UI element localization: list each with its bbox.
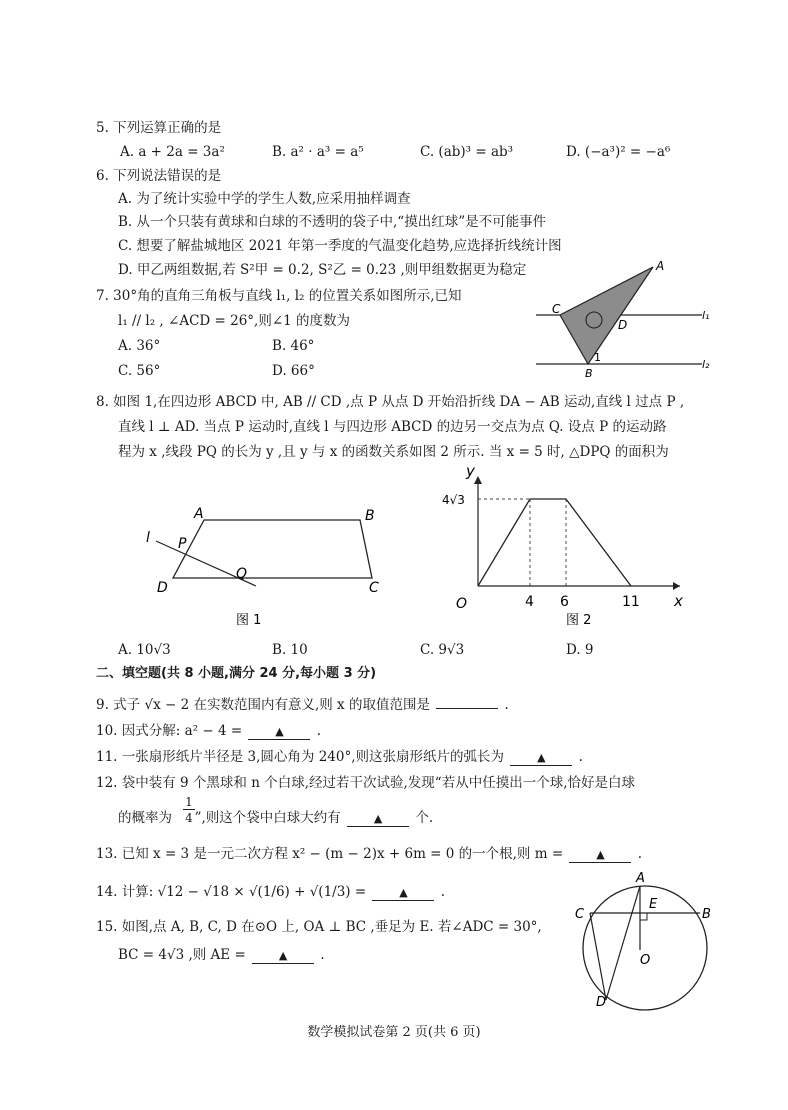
label-d: D (157, 580, 168, 596)
q6-stem: 6. 下列说法错误的是 (96, 168, 222, 184)
origin-label: O (456, 596, 468, 612)
q9-text: 9. 式子 √x − 2 在实数范围内有意义,则 x 的取值范围是 (96, 697, 430, 713)
q13-answer-blank[interactable] (569, 847, 631, 863)
y-axis-arrow (474, 476, 482, 484)
q11-text: 11. 一张扇形纸片半径是 3,圆心角为 240°,则这张扇形纸片的弧长为 (96, 749, 505, 765)
q7-option-b: B. 46° (272, 338, 315, 354)
tick-6: 6 (560, 594, 569, 610)
label-a: A (636, 871, 645, 886)
label-l1: l₁ (702, 309, 710, 322)
figure-2-caption: 图 2 (566, 613, 592, 628)
q6-option-a: A. 为了统计实验中学的学生人数,应采用抽样调查 (118, 191, 411, 207)
q5-stem: 5. 下列运算正确的是 (96, 120, 222, 136)
q12-fraction-denominator: 4 (185, 811, 193, 825)
q7-stem-line2: l₁ // l₂ , ∠ACD = 26°,则∠1 的度数为 (118, 313, 351, 329)
page-footer: 数学模拟试卷第 2 页(共 6 页) (307, 1025, 481, 1040)
quadrilateral-abcd (173, 520, 372, 578)
label-d: D (618, 318, 628, 332)
answer-marker: ▲ (373, 812, 383, 825)
q6-option-b: B. 从一个只装有黄球和白球的不透明的袋子中,“摸出红球”是不可能事件 (118, 214, 547, 230)
q8-line3: 程为 x ,线段 PQ 的长为 y ,且 y 与 x 的函数关系如图 2 所示. 当 x = 5 时, △DPQ 的面积为 (118, 444, 669, 460)
q11: 11. 一张扇形纸片半径是 3,圆心角为 240°,则这张扇形纸片的弧长为 ▲ . (96, 749, 583, 765)
answer-marker: ▲ (399, 886, 408, 899)
chord-cd (590, 913, 606, 1000)
label-p: P (178, 536, 187, 552)
x-axis-arrow (673, 582, 680, 590)
q12-line1: 12. 袋中装有 9 个黑球和 n 个白球,经过若干次试验,发现“若从中任摸出一个球,恰好是白球 (96, 775, 635, 791)
label-b: B (702, 907, 711, 922)
q14: 14. 计算: √12 − √18 × √(1/6) + √(1/3) = ▲ . (96, 884, 446, 900)
label-a: A (194, 506, 204, 522)
label-c: C (552, 302, 561, 316)
q9-answer-blank[interactable] (436, 708, 498, 709)
q5-option-b: B. a² · a³ = a⁵ (272, 144, 364, 160)
q8-figure-1 (140, 500, 400, 630)
q9: 9. 式子 √x − 2 在实数范围内有意义,则 x 的取值范围是 . (96, 697, 509, 713)
label-c: C (369, 580, 379, 596)
label-b: B (365, 508, 375, 524)
label-a: A (656, 259, 665, 273)
q5-option-d: D. (−a³)² = −a⁶ (566, 144, 671, 160)
q13-text: 13. 已知 x = 3 是一元二次方程 x² − (m − 2)x + 6m = 0 的一个根,则 m = (96, 846, 564, 862)
q5-option-a: A. a + 2a = 3a² (120, 144, 225, 160)
circle-o (583, 886, 707, 1010)
q11-answer-blank[interactable] (510, 750, 572, 766)
figure-1-caption: 图 1 (236, 613, 262, 628)
q10: 10. 因式分解: a² − 4 = ▲ . (96, 723, 322, 739)
label-e: E (649, 897, 658, 912)
q13: 13. 已知 x = 3 是一元二次方程 x² − (m − 2)x + 6m = 0 的一个根,则 m = ▲ . (96, 846, 643, 862)
q8-option-b: B. 10 (272, 642, 308, 658)
tick-4: 4 (525, 594, 534, 610)
q10-text: 10. 因式分解: a² − 4 = (96, 723, 243, 739)
q12-answer-blank[interactable] (347, 811, 409, 827)
q8-line1: 8. 如图 1,在四边形 ABCD 中, AB // CD ,点 P 从点 D 开始沿折线 DA − AB 运动,直线 l 过点 P , (96, 394, 685, 410)
y-label: y (466, 462, 475, 480)
q7-stem-line1: 7. 30°角的直角三角板与直线 l₁, l₂ 的位置关系如图所示,已知 (96, 288, 462, 304)
q12-line2: 的概率为 ”,则这个袋中白球大约有 ▲ 个. (118, 810, 434, 826)
q6-option-c: C. 想要了解盐城地区 2021 年第一季度的气温变化趋势,应选择折线统计图 (118, 238, 562, 254)
chord-da (606, 886, 640, 1000)
q5-option-c: C. (ab)³ = ab³ (420, 144, 514, 160)
q14-answer-blank[interactable] (372, 885, 434, 901)
q7-option-c: C. 56° (118, 363, 161, 379)
tick-11: 11 (622, 594, 640, 610)
label-o: O (640, 953, 651, 968)
function-graph (478, 499, 631, 586)
section-2-heading: 二、填空题(共 8 小题,满分 24 分,每小题 3 分) (96, 666, 377, 681)
q14-text: 14. 计算: √12 − √18 × √(1/6) + √(1/3) = (96, 884, 367, 900)
label-q: Q (236, 566, 248, 582)
q6-option-d: D. 甲乙两组数据,若 S²甲 = 0.2, S²乙 = 0.23 ,则甲组数据更为稳定 (118, 262, 527, 278)
q7-option-d: D. 66° (272, 363, 315, 379)
label-l2: l₂ (702, 358, 710, 371)
answer-marker: ▲ (537, 751, 546, 764)
q15-circle-figure (570, 868, 720, 1013)
q8-option-a: A. 10√3 (118, 642, 171, 658)
label-b: B (585, 367, 593, 380)
q7-figure (530, 258, 720, 378)
q10-answer-blank[interactable] (248, 724, 310, 740)
answer-marker: ▲ (596, 848, 605, 861)
q8-figure-2 (430, 462, 700, 636)
label-angle-1: 1 (594, 351, 601, 364)
q15-answer-blank[interactable] (252, 948, 314, 964)
right-angle-mark (640, 913, 647, 920)
label-c: C (575, 907, 585, 922)
q7-option-a: A. 36° (118, 338, 161, 354)
q15-line2: BC = 4√3 ,则 AE = ▲ . (118, 947, 325, 963)
q8-option-c: C. 9√3 (420, 642, 465, 658)
label-l: l (146, 530, 150, 546)
ymax-label: 4√3 (442, 493, 465, 507)
answer-marker: ▲ (278, 949, 288, 962)
q8-option-d: D. 9 (566, 642, 594, 658)
label-d: D (596, 995, 607, 1010)
answer-marker: ▲ (275, 725, 284, 738)
x-label: x (674, 592, 683, 610)
q15-line1: 15. 如图,点 A, B, C, D 在⊙O 上, OA ⊥ BC ,垂足为 E. 若∠ADC = 30°, (96, 919, 542, 935)
q8-line2: 直线 l ⊥ AD. 当点 P 运动时,直线 l 与四边形 ABCD 的边另一交点为点 Q. 设点 P 的运动路 (118, 419, 667, 435)
q12-fraction-numerator: 1 (183, 796, 195, 810)
